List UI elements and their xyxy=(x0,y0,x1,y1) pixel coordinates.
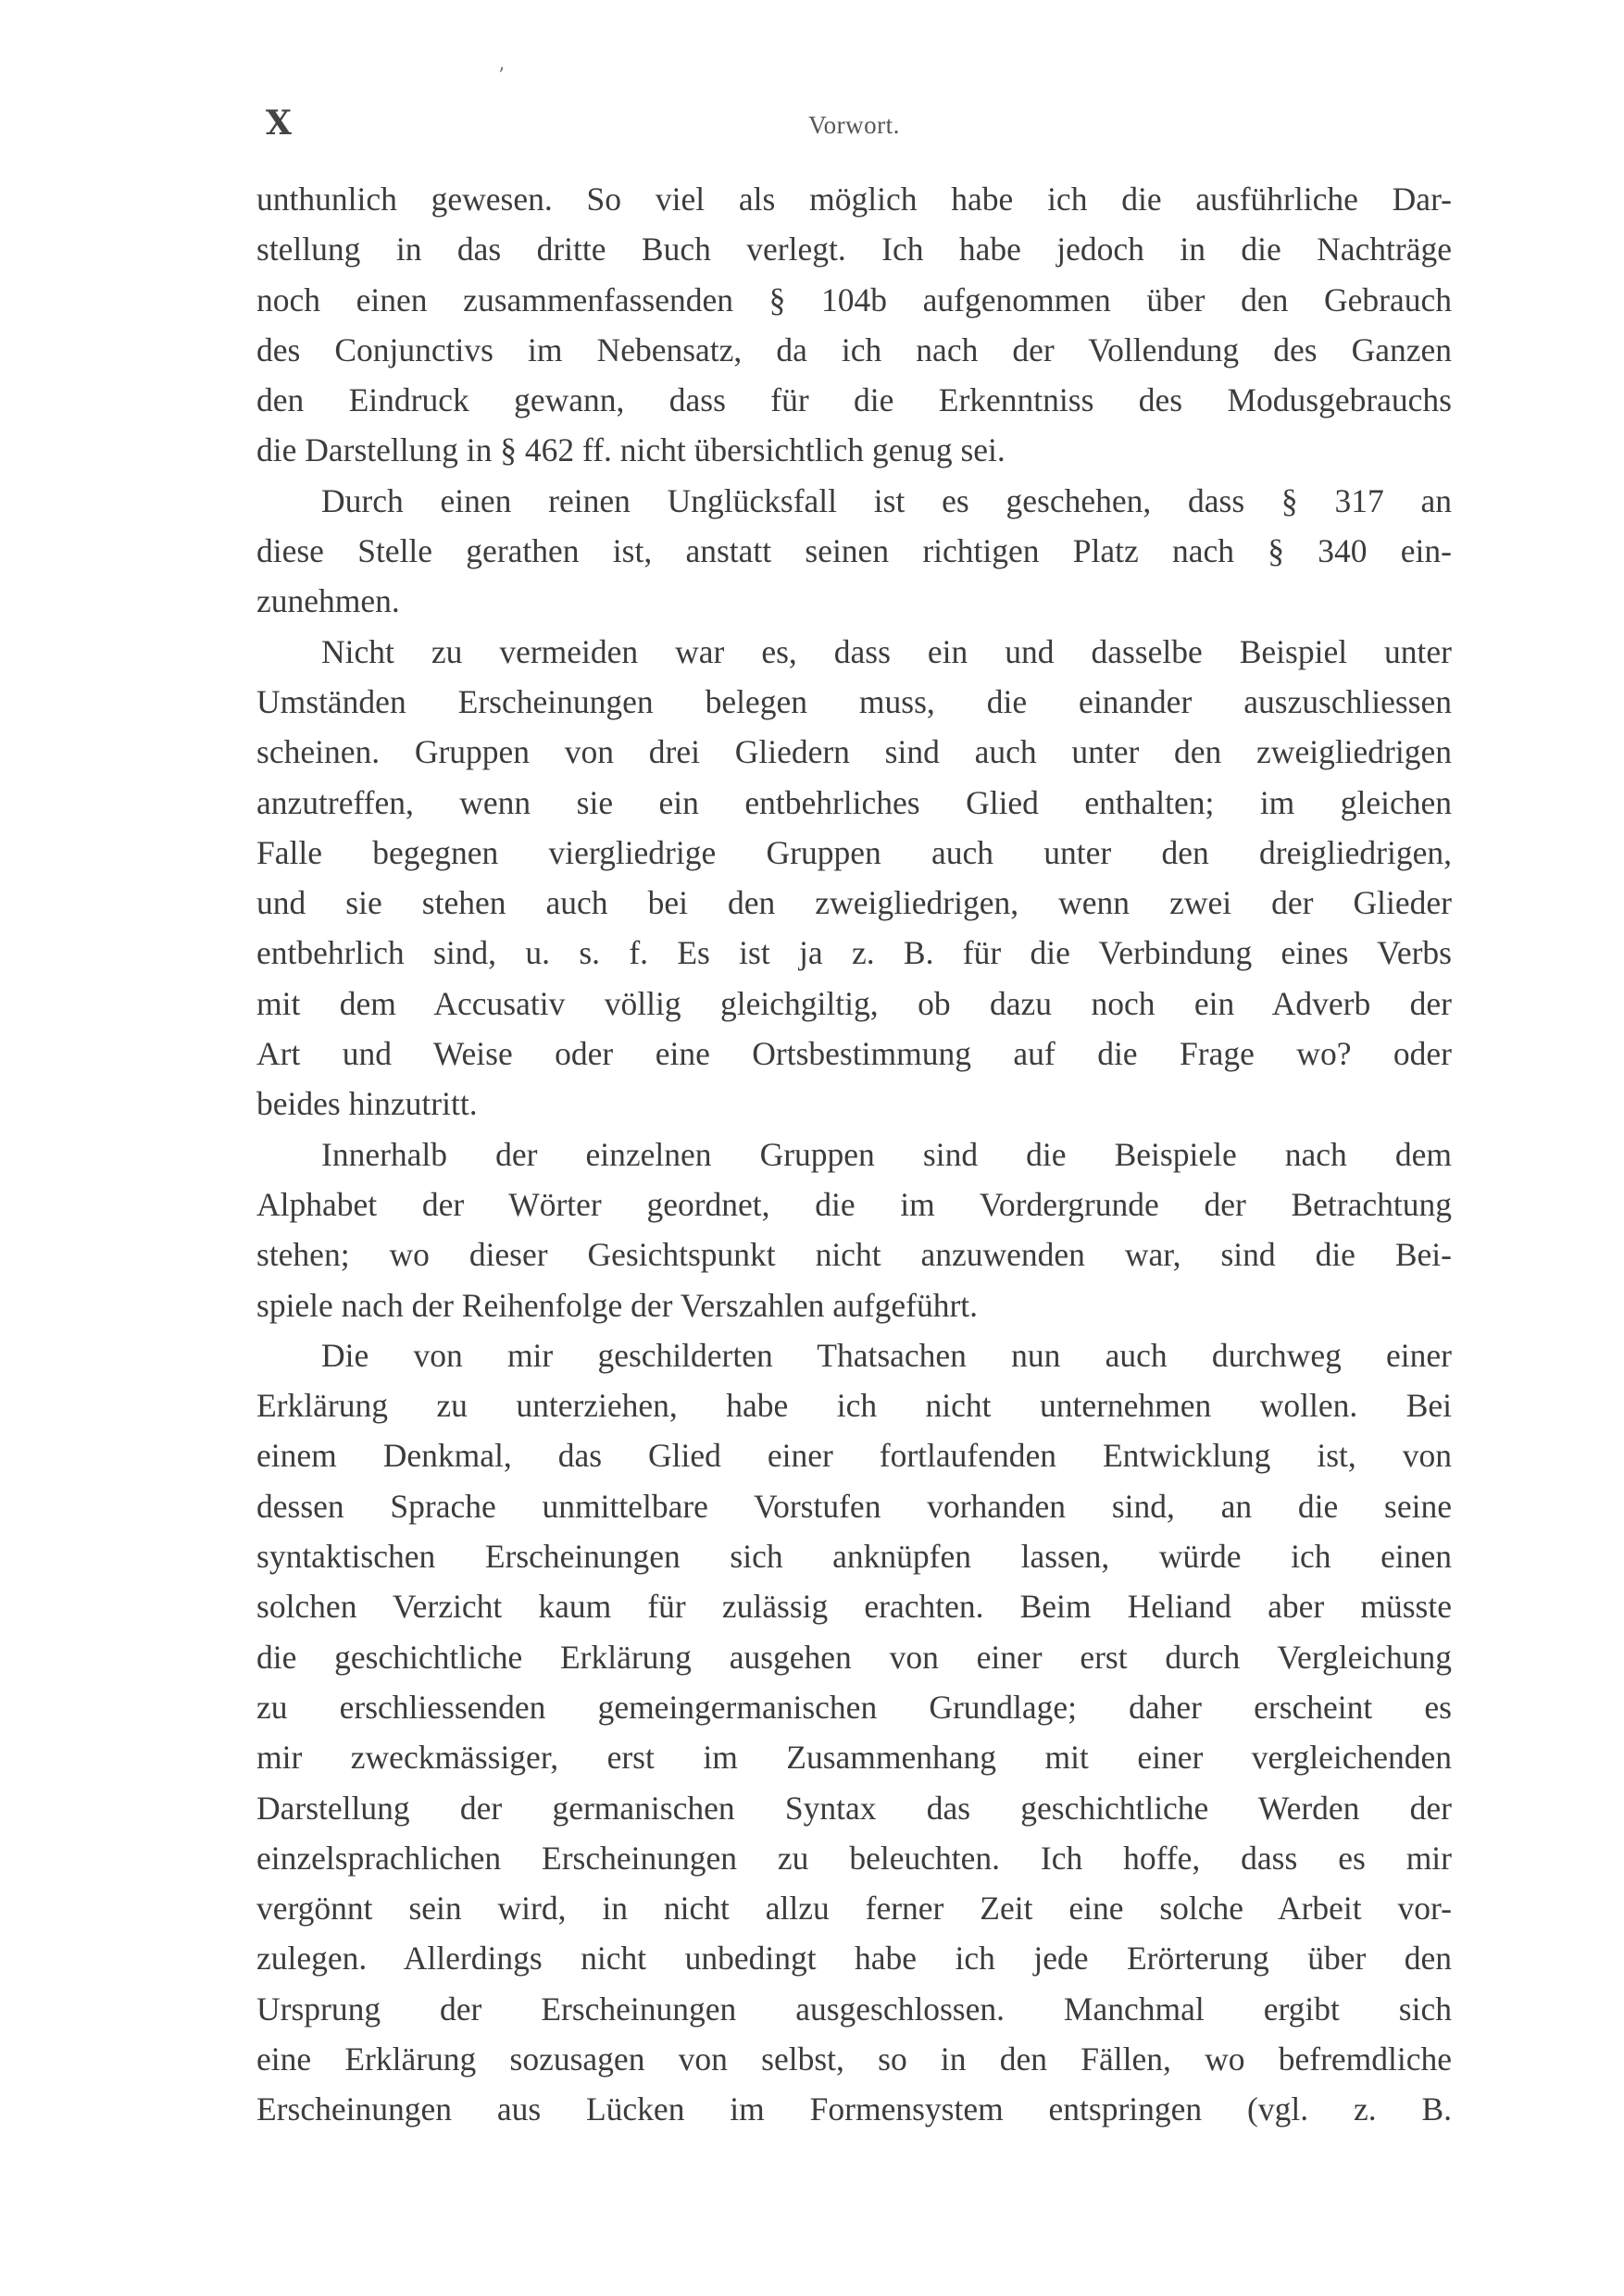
text-line: den Eindruck gewann, dass für die Erkenntniss des Modusgebrauchs xyxy=(256,381,1452,419)
text-line: des Conjunctivs im Nebensatz, da ich nach der Vollendung des Ganzen xyxy=(256,331,1452,368)
text-line: eine Erklärung sozusagen von selbst, so in den Fällen, wo befremdliche xyxy=(256,2040,1452,2078)
text-line: spiele nach der Reihenfolge der Verszahlen aufgeführt. xyxy=(256,1286,979,1324)
text-line: mit dem Accusativ völlig gleichgiltig, ob dazu noch ein Adverb der xyxy=(256,984,1452,1022)
text-line: beides hinzutritt. xyxy=(256,1085,478,1123)
section-title: Vorwort. xyxy=(808,111,900,139)
text-line: Die von mir geschilderten Thatsachen nun auch durchweg einer xyxy=(321,1336,1452,1374)
paragraph xyxy=(256,1129,1452,1330)
text-line: und sie stehen auch bei den zweigliedrigen, wenn zwei der Glieder xyxy=(256,884,1452,922)
paragraph xyxy=(256,476,1452,627)
text-line: zunehmen. xyxy=(256,582,400,620)
text-line: noch einen zusammenfassenden § 104b aufgenommen über den Gebrauch xyxy=(256,281,1452,318)
body-text xyxy=(256,174,1452,2135)
text-line: Darstellung der germanischen Syntax das geschichtliche Werden der xyxy=(256,1789,1452,1827)
stray-print-mark: ’ xyxy=(498,65,505,88)
text-line: einem Denkmal, das Glied einer fortlaufenden Entwicklung ist, von xyxy=(256,1437,1452,1475)
text-line: die Darstellung in § 462 ff. nicht übersichtlich genug sei. xyxy=(256,431,1006,469)
text-line: unthunlich gewesen. So viel als möglich habe ich die ausführliche Dar- xyxy=(256,181,1452,218)
text-line: entbehrlich sind, u. s. f. Es ist ja z. B. für die Verbindung eines Verbs xyxy=(256,934,1452,972)
text-line: Erscheinungen aus Lücken im Formensystem entspringen (vgl. z. B. xyxy=(256,2090,1452,2128)
text-line: die geschichtliche Erklärung ausgehen von einer erst durch Vergleichung xyxy=(256,1638,1452,1676)
paragraph xyxy=(256,627,1452,1129)
text-line: Erklärung zu unterziehen, habe ich nicht unternehmen wollen. Bei xyxy=(256,1387,1452,1425)
text-line: zulegen. Allerdings nicht unbedingt habe ich jede Erörterung über den xyxy=(256,1940,1452,1978)
text-line: solchen Verzicht kaum für zulässig erachten. Beim Heliand aber müsste xyxy=(256,1588,1452,1626)
text-line: stehen; wo dieser Gesichtspunkt nicht anzuwenden war, sind die Bei- xyxy=(256,1236,1452,1274)
text-line: Innerhalb der einzelnen Gruppen sind die Beispiele nach dem xyxy=(321,1135,1452,1173)
text-line: Nicht zu vermeiden war es, dass ein und dasselbe Beispiel unter xyxy=(321,632,1452,670)
text-line: scheinen. Gruppen von drei Gliedern sind auch unter den zweigliedrigen xyxy=(256,733,1452,771)
running-head xyxy=(256,100,1452,146)
text-line: zu erschliessenden gemeingermanischen Grundlage; daher erscheint es xyxy=(256,1688,1452,1726)
paragraph xyxy=(256,174,1452,476)
text-line: Art und Weise oder eine Ortsbestimmung auf die Frage wo? oder xyxy=(256,1035,1452,1073)
text-line: syntaktischen Erscheinungen sich anknüpfen lassen, würde ich einen xyxy=(256,1538,1452,1576)
text-line: dessen Sprache unmittelbare Vorstufen vorhanden sind, an die seine xyxy=(256,1487,1452,1525)
text-line: vergönnt sein wird, in nicht allzu ferner Zeit eine solche Arbeit vor- xyxy=(256,1890,1452,1928)
text-line: stellung in das dritte Buch verlegt. Ich habe jedoch in die Nachträge xyxy=(256,231,1452,268)
text-line: Ursprung der Erscheinungen ausgeschlossen. Manchmal ergibt sich xyxy=(256,1990,1452,2028)
text-line: einzelsprachlichen Erscheinungen zu beleuchten. Ich hoffe, dass es mir xyxy=(256,1839,1452,1877)
text-line: Durch einen reinen Unglücksfall ist es geschehen, dass § 317 an xyxy=(321,481,1452,519)
text-line: diese Stelle gerathen ist, anstatt seinen richtigen Platz nach § 340 ein- xyxy=(256,532,1452,570)
text-line: Umständen Erscheinungen belegen muss, die einander auszuschliessen xyxy=(256,682,1452,720)
page-number: X xyxy=(266,104,292,143)
text-line: Falle begegnen viergliedrige Gruppen auch unter den dreigliedrigen, xyxy=(256,833,1452,871)
text-line: anzutreffen, wenn sie ein entbehrliches Glied enthalten; im gleichen xyxy=(256,783,1452,821)
text-line: Alphabet der Wörter geordnet, die im Vordergrunde der Betrachtung xyxy=(256,1185,1452,1223)
text-line: mir zweckmässiger, erst im Zusammenhang mit einer vergleichenden xyxy=(256,1739,1452,1777)
paragraph xyxy=(256,1330,1452,2135)
